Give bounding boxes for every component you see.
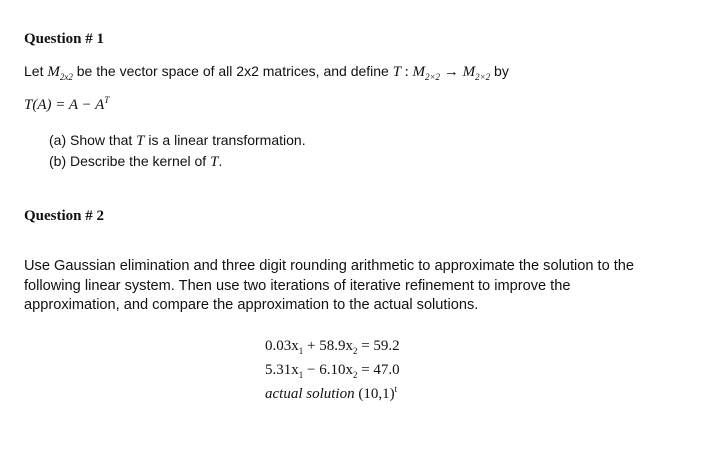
part-b-text: Describe the kernel of (70, 153, 207, 169)
eq2-term-a: 5.31x (265, 362, 299, 378)
equation-1: $0.03x_1 + 58.9x_2 = 59.2$ (265, 338, 400, 356)
part-b-symbol: T (210, 154, 219, 170)
part-a (49, 131, 306, 150)
eq1-term-b: + 58.9x (303, 338, 353, 354)
part-a-text: Show that (70, 132, 133, 148)
part-b-label: (b) (49, 153, 67, 169)
actual-solution-transpose: t (394, 384, 398, 394)
eq1-term-a: 0.03x (265, 338, 299, 354)
intro-middle: be the vector space of all (76, 63, 233, 79)
matrix-size: 2x2 (236, 63, 259, 79)
part-b (49, 152, 222, 171)
eq1-rhs: = 59.2 (357, 338, 400, 354)
actual-solution-label: actual solution (265, 386, 355, 402)
transformation-definition: $T(A) = A - A^T$ (24, 95, 110, 113)
question-2-heading: Question # 2 (24, 208, 105, 224)
question-1-heading: Question # 1 (24, 31, 105, 47)
intro-by: by (494, 63, 509, 79)
eq2-rhs: = 47.0 (357, 362, 400, 378)
intro-middle-two: matrices, and define (262, 63, 389, 79)
question-2-paragraph: Use Gaussian elimination and three digit rounding arithmetic to approximate the solution to the following linear system. Then use two iterations of iterative refinement to improve the approximation, and compare the approximation to the actual solutions. (24, 258, 635, 313)
map-definition: T : $M_{2\times 2} \to M_{2\times 2}$ (392, 64, 491, 82)
intro-prefix: Let (24, 63, 44, 79)
equation-2: $5.31x_1 - 6.10x_2 = 47.0$ (265, 362, 400, 380)
actual-solution-value: (10,1) (354, 386, 395, 402)
part-a-symbol: T (136, 133, 145, 149)
vector-space-symbol: $M_{2x2}$ (47, 64, 73, 82)
question-1-intro (24, 62, 509, 82)
part-a-rest: is a linear transformation. (148, 132, 306, 148)
eq2-term-b: − 6.10x (303, 362, 353, 378)
part-a-label: (a) (49, 132, 67, 148)
actual-solution (265, 385, 397, 404)
part-b-period: . (218, 153, 223, 169)
